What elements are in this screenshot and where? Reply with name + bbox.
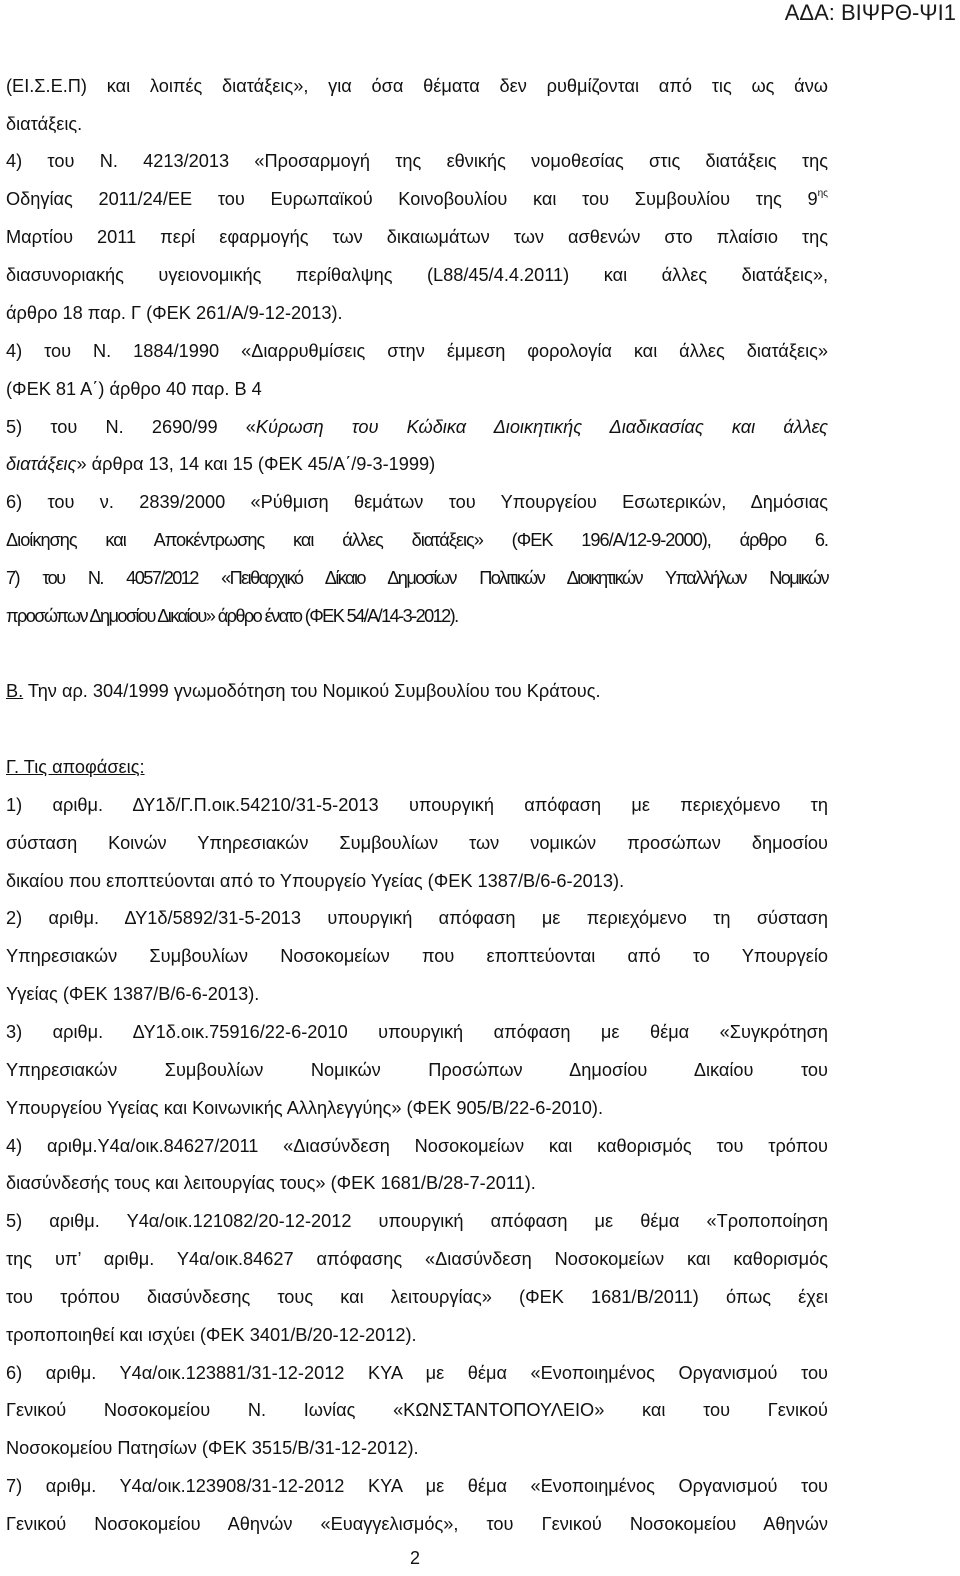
text-line: 6) αριθμ. Υ4α/οικ.123881/31-12-2012 ΚΥΑ με θέμα «Ενοποιημένος Οργανισμού του	[6, 1363, 828, 1383]
text-fragment: » άρθρα 13, 14 και 15 (ΦΕΚ 45/Α΄/9-3-1999)	[76, 454, 436, 474]
text-line	[6, 416, 828, 438]
text-fragment: 5) του Ν. 2690/99 «	[6, 417, 256, 437]
text-line: Υγείας (ΦΕΚ 1387/Β/6-6-2013).	[6, 984, 260, 1004]
text-line: Μαρτίου 2011 περί εφαρμογής των δικαιωμάτων των ασθενών στο πλαίσιο της	[6, 227, 828, 247]
text-line: άρθρο 18 παρ. Γ (ΦΕΚ 261/Α/9-12-2013).	[6, 303, 343, 323]
text-line: Γενικού Νοσοκομείου Αθηνών «Ευαγγελισμός», του Γενικού Νοσοκομείου Αθηνών	[6, 1514, 828, 1534]
text-line: 3) αριθμ. ΔΥ1δ.οικ.75916/22-6-2010 υπουργική απόφαση με θέμα «Συγκρότηση	[6, 1022, 828, 1042]
text-line: 5) αριθμ. Υ4α/οικ.121082/20-12-2012 υπουργική απόφαση με θέμα «Τροποποίηση	[6, 1211, 828, 1231]
text-line: 7) αριθμ. Υ4α/οικ.123908/31-12-2012 ΚΥΑ με θέμα «Ενοποιημένος Οργανισμού του	[6, 1476, 828, 1496]
text-line: Υπηρεσιακών Συμβουλίων Νοσοκομείων που εποπτεύονται από το Υπουργείο	[6, 946, 828, 966]
text-line: Γενικού Νοσοκομείου Ν. Ιωνίας «ΚΩΝΣΤΑΝΤΟΠΟΥΛΕΙΟ» και του Γενικού	[6, 1400, 828, 1420]
text-line: σύσταση Κοινών Υπηρεσιακών Συμβουλίων των νομικών προσώπων δημοσίου	[6, 833, 828, 853]
section-marker: Β.	[6, 681, 24, 701]
text-line: διατάξεις.	[6, 114, 83, 134]
text-line: (ΦΕΚ 81 Α΄) άρθρο 40 παρ. Β 4	[6, 379, 262, 399]
text-line: 7) του Ν. 4057/2012 «Πειθαρχικό Δίκαιο Δημοσίων Πολιτικών Διοικητικών Υπαλλήλων Νομικών	[6, 568, 828, 588]
text-line: διασύνδεσής τους και λειτουργίας τους» (ΦΕΚ 1681/Β/28-7-2011).	[6, 1173, 536, 1193]
text-line: δικαίου που εποπτεύονται από το Υπουργείο Υγείας (ΦΕΚ 1387/Β/6-6-2013).	[6, 871, 625, 891]
text-line: διασυνοριακής υγειονομικής περίθαλψης (L88/45/4.4.2011) και άλλες διατάξεις»,	[6, 265, 828, 285]
text-fragment: Την αρ. 304/1999 γνωμοδότηση του Νομικού Συμβουλίου του Κράτους.	[23, 681, 601, 701]
text-line: Υπηρεσιακών Συμβουλίων Νομικών Προσώπων Δημοσίου Δικαίου του	[6, 1060, 828, 1080]
text-line	[6, 680, 828, 702]
text-line: τροποποιηθεί και ισχύει (ΦΕΚ 3401/Β/20-12-2012).	[6, 1325, 417, 1345]
text-line: (ΕΙ.Σ.Ε.Π) και λοιπές διατάξεις», για όσα θέματα δεν ρυθμίζονται από τις ως άνω	[6, 76, 828, 96]
text-line	[6, 453, 828, 475]
section-heading: Γ. Τις αποφάσεις:	[6, 757, 145, 777]
text-line: της υπ’ αριθμ. Υ4α/οικ.84627 απόφασης «Διασύνδεση Νοσοκομείων και καθορισμός	[6, 1249, 828, 1269]
text-line: του τρόπου διασύνδεσης τους και λειτουργίας» (ΦΕΚ 1681/Β/2011) όπως έχει	[6, 1287, 828, 1307]
text-line: 1) αριθμ. ΔΥ1δ/Γ.Π.οικ.54210/31-5-2013 υπουργική απόφαση με περιεχόμενο τη	[6, 795, 828, 815]
text-line: Διοίκησης και Αποκέντρωσης και άλλες διατάξεις» (ΦΕΚ 196/Α/12-9-2000), άρθρο 6.	[6, 530, 828, 550]
page-number: 2	[409, 1548, 420, 1568]
text-fragment: Οδηγίας 2011/24/ΕΕ του Ευρωπαϊκού Κοινοβουλίου και του Συμβουλίου της 9	[6, 189, 818, 209]
text-line: προσώπων Δημοσίου Δικαίου» άρθρο ένατο (ΦΕΚ 54/Α/14-3-2012).	[6, 606, 458, 626]
text-line: 4) του Ν. 1884/1990 «Διαρρυθμίσεις στην έμμεση φορολογία και άλλες διατάξεις»	[6, 341, 828, 361]
superscript: ης	[817, 188, 828, 199]
text-line	[6, 188, 828, 210]
italic-title: Κύρωση του Κώδικα Διοικητικής Διαδικασίας και άλλες	[255, 417, 828, 437]
text-line: 2) αριθμ. ΔΥ1δ/5892/31-5-2013 υπουργική απόφαση με περιεχόμενο τη σύσταση	[6, 908, 828, 928]
text-line: Νοσοκομείου Πατησίων (ΦΕΚ 3515/Β/31-12-2012).	[6, 1438, 419, 1458]
text-line: Υπουργείου Υγείας και Κοινωνικής Αλληλεγγύης» (ΦΕΚ 905/Β/22-6-2010).	[6, 1098, 603, 1118]
italic-title: διατάξεις	[6, 454, 77, 474]
ada-code: ΑΔΑ: ΒΙΨΡΘ-ΨΙ1	[784, 0, 956, 25]
text-line: 4) του Ν. 4213/2013 «Προσαρμογή της εθνικής νομοθεσίας στις διατάξεις της	[6, 151, 828, 171]
text-line: 6) του ν. 2839/2000 «Ρύθμιση θεμάτων του Υπουργείου Εσωτερικών, Δημόσιας	[6, 492, 828, 512]
text-line: 4) αριθμ.Υ4α/οικ.84627/2011 «Διασύνδεση Νοσοκομείων και καθορισμός του τρόπου	[6, 1136, 828, 1156]
